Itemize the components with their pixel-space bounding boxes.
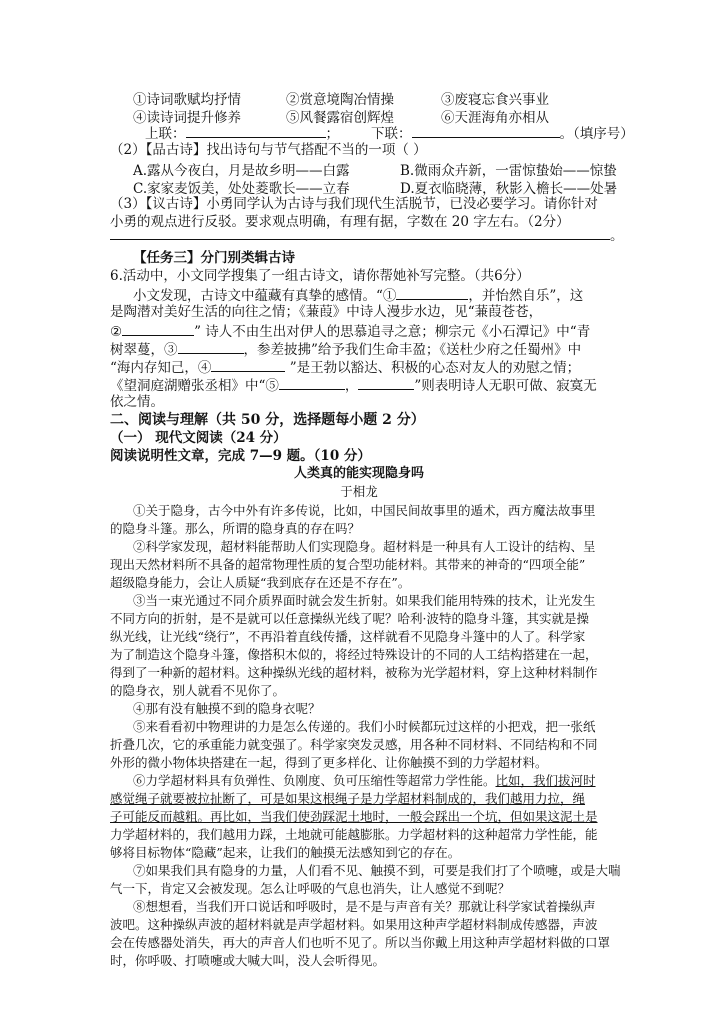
article-line: ①关于隐身，古今中外有许多传说，比如，中国民间故事里的遁术，西方魔法故事里 <box>133 503 596 518</box>
q5-part2: （2）【品古诗】找出诗句与节气搭配不当的一项（ ） <box>110 142 427 158</box>
article-line: ⑧想想看，当我们开口说话和呼吸时，是不是与声音有关？那就让科学家试着操纵声 <box>133 899 596 914</box>
q6-line5: “海内存知己，④ ”是王勃以豁达、积极的心态对友人的劝慰之情； <box>110 357 580 377</box>
option-1: ①诗词歌赋均抒情 <box>133 92 241 108</box>
article-line: 气一下，肯定又会被发现。怎么让呼吸的气息也消失，让人感觉不到呢？ <box>110 881 511 896</box>
article-line: 超级隐身能力，会让人质疑“我到底存在还是不存在”。 <box>110 575 411 590</box>
option-2: ②赏意境陶冶情操 <box>286 92 394 108</box>
option-3: ③废寝忘食兴事业 <box>441 92 549 108</box>
article-line: 波吧。这种操纵声波的超材料就是声学超材料。如果用这种声学超材料制成传感器，声波 <box>110 917 598 932</box>
section2-sub: （一） 现代文阅读（24 分） <box>110 430 287 446</box>
lower-blank[interactable] <box>412 123 560 138</box>
article-line: 子可能反而越粗。再比如，当我们使劲踩泥土地时，一般会踩出一个坑，但如果这泥土是 <box>110 809 598 824</box>
article-line: 折叠几次，它的承重能力就变强了。科学家突发灵感，用各种不同材料、不同结构和不同 <box>110 737 598 752</box>
q6-line7: 依之情。 <box>110 394 164 410</box>
sep: ； <box>325 126 339 142</box>
choice-a: A.露从今夜白，月是故乡明——白露 <box>133 163 350 179</box>
q6-stem: 6.活动中，小文同学搜集了一组古诗文，请你帮她补写完整。（共6分） <box>110 268 530 284</box>
article-line: 现出天然材料所不具备的超常物理性质的复合型功能材料。其带来的神奇的“四项全能” <box>110 557 586 572</box>
q6-line1: 小文发现，古诗文中蕴藏有真挚的感情。“① ，并怡然自乐”，这 <box>133 285 583 305</box>
blank-1[interactable] <box>396 285 468 300</box>
article-line: ④那有没有触摸不到的隐身衣呢？ <box>133 701 321 716</box>
article-line: 的隐身斗篷。那么，所谓的隐身真的存在吗？ <box>110 521 361 536</box>
article-line: 会在传感器处消失，再大的声音人们也听不见了。所以当你戴上用这种声学超材料做的口罩 <box>110 935 611 950</box>
q6-line2: 是陶潜对美好生活的向往之情；《蒹葭》中诗人漫步水边，见“蒹葭苍苍， <box>110 304 543 320</box>
article-line: ⑦如果我们具有隐身的力量，人们看不见、触摸不到，可要是我们打了个喷嚏，或是大喘 <box>133 863 621 878</box>
option-6: ⑥天涯海角亦相从 <box>441 110 549 126</box>
upper-blank[interactable] <box>186 123 326 138</box>
article-line: 力学超材料的，我们越用力踩，土地就可能越膨胀。力学超材料的这种超常力学性能，能 <box>110 827 598 842</box>
q5-part3-line1: （3）【议古诗】小勇同学认为古诗与我们现代生活脱节，已没必要学习。请你针对 <box>110 196 598 212</box>
lower-label: 下联： <box>371 126 412 142</box>
answer-end: 。 <box>610 228 624 244</box>
q6-line6: 《望洞庭湖赠张丞相》中“⑤ ， ”则表明诗人无职可做、寂寞无 <box>110 375 597 395</box>
article-line-underlined: 感觉绳子就要被拉扯断了，可是如果这根绳子是力学超材料制成的，我们越用力拉，绳 <box>110 791 586 806</box>
article-line: ⑥力学超材料具有负弹性、负刚度、负可压缩性等超常力学性能。比如，我们拔河时 <box>133 773 596 788</box>
choice-d: D.夏衣临晓薄，秋影入檐长——处暑 <box>400 181 618 197</box>
q6-line4: 树翠蔓，③ ，参差披拂”给予我们生命丰盈；《送杜少府之任蜀州》中 <box>110 339 581 359</box>
blank-4[interactable] <box>211 357 285 372</box>
task3-title: 【任务三】分门别类辑古诗 <box>133 250 295 266</box>
choice-b: B.微雨众卉新，一雷惊蛰始——惊蛰 <box>400 163 617 179</box>
answer-line[interactable] <box>110 225 624 245</box>
answer-blank[interactable] <box>110 225 610 240</box>
article-line: ②科学家发现，超材料能帮助人们实现隐身。超材料是一种具有人工设计的结构、呈 <box>133 539 596 554</box>
blank-5a[interactable] <box>279 375 345 390</box>
article-title: 人类真的能实现隐身吗 <box>293 466 424 481</box>
article-line: 的隐身衣，别人就看不见你了。 <box>110 683 286 698</box>
article-line: 外形的微小物体块搭建在一起，得到了更多样化、让你触摸不到的力学超材料。 <box>110 755 548 770</box>
blank-2[interactable] <box>122 321 194 336</box>
article-line: 为了制造这个隐身斗篷，像搭积木似的，将经过特殊设计的不同的人工结构搭建在一起， <box>110 647 598 662</box>
section2-title: 二、阅读与理解（共 50 分，选择题每小题 2 分） <box>110 412 425 428</box>
section2-instr: 阅读说明性文章，完成 7—9 题。（10 分） <box>110 448 371 464</box>
article-line: 时，你呼吸、打喷嚏或大喊大叫，没人会听得见。 <box>110 953 386 968</box>
option-5: ⑤风餐露宿创辉煌 <box>286 110 394 126</box>
blank-3[interactable] <box>178 339 244 354</box>
article-line: 得到了一种新的超材料。这种操纵光线的超材料，被称为光学超材料，穿上这种材料制作 <box>110 665 598 680</box>
upper-label: 上联： <box>145 126 186 142</box>
option-4: ④读诗词提升修养 <box>133 110 241 126</box>
q6-line3: ② ” 诗人不由生出对伊人的思慕追寻之意；柳宗元《小石潭记》中“青 <box>110 321 590 341</box>
blank-5b[interactable] <box>358 375 414 390</box>
article-author: 于相龙 <box>340 484 378 499</box>
article-line: ⑤来看看初中物理讲的力是怎么传递的。我们小时候都玩过这样的小把戏，把一张纸 <box>133 719 596 734</box>
choice-c: C.家家麦饭美，处处菱歌长——立春 <box>133 181 350 197</box>
q5-part3-line2: 小勇的观点进行反驳。要求观点明确，有理有据，字数在 20 字左右。（2分） <box>110 214 570 230</box>
article-line: 够将目标物体“隐藏”起来，让我们的触摸无法感知到它的存在。 <box>110 845 461 860</box>
couplet-answer-line <box>145 123 634 143</box>
fill-hint: 。（填序号） <box>559 126 634 142</box>
article-line: 纵光线，让光线“绕行”，不再沿着直线传播，这样就看不见隐身斗篷中的人了。科学家 <box>110 629 586 644</box>
article-line: ③当一束光通过不同介质界面时就会发生折射。如果我们能用特殊的技术，让光发生 <box>133 593 596 608</box>
article-line: 不同方向的折射，是不是就可以任意操纵光线了呢？哈利·波特的隐身斗篷，其实就是操 <box>110 611 589 626</box>
underlined-text: 比如，我们拔河时 <box>495 773 596 788</box>
